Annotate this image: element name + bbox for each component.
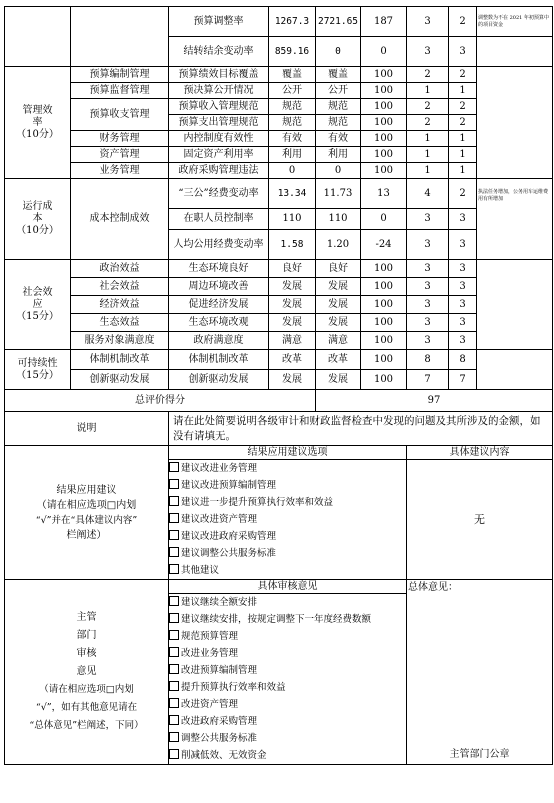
result-label: 结果应用建议 （请在相应选项□内划 “√”并在“具体建议内容” 栏阐述） bbox=[5, 446, 169, 580]
actual-cell: 0 bbox=[316, 163, 361, 179]
weight-cell: 13 bbox=[361, 179, 407, 209]
score-cell: 8 bbox=[449, 350, 477, 370]
score-cell: 3 bbox=[407, 296, 449, 314]
checkbox-icon[interactable] bbox=[169, 530, 179, 540]
group-cell: 政治效益 bbox=[71, 260, 169, 278]
blank-cell bbox=[5, 7, 71, 67]
score-cell: 2 bbox=[449, 99, 477, 115]
target-cell: 13.34 bbox=[269, 179, 316, 209]
indicator-cell: 政府满意度 bbox=[169, 332, 269, 350]
target-cell: 0 bbox=[269, 163, 316, 179]
indicator-cell: 结转结余变动率 bbox=[169, 37, 269, 67]
score-cell: 1 bbox=[449, 147, 477, 163]
score-cell: 1 bbox=[449, 163, 477, 179]
actual-cell: 规范 bbox=[316, 99, 361, 115]
weight-cell: 100 bbox=[361, 278, 407, 296]
checkbox-icon[interactable] bbox=[169, 547, 179, 557]
actual-cell: 11.73 bbox=[316, 179, 361, 209]
blank-cell bbox=[71, 7, 169, 67]
weight-cell: 187 bbox=[361, 7, 407, 37]
actual-cell: 1.20 bbox=[316, 230, 361, 260]
checkbox-icon[interactable] bbox=[169, 647, 179, 657]
result-option[interactable]: 建议改进政府采购管理 bbox=[169, 528, 406, 545]
target-cell: 公开 bbox=[269, 83, 316, 99]
weight-cell: 100 bbox=[361, 296, 407, 314]
result-options-list bbox=[169, 460, 407, 580]
score-cell: 1 bbox=[407, 147, 449, 163]
checkbox-icon[interactable] bbox=[169, 664, 179, 674]
actual-cell: 改革 bbox=[316, 350, 361, 370]
indicator-cell: 促进经济发展 bbox=[169, 296, 269, 314]
score-cell: 3 bbox=[407, 37, 449, 67]
target-cell: 规范 bbox=[269, 115, 316, 131]
result-option[interactable]: 建议改进业务管理 bbox=[169, 460, 406, 477]
score-cell: 3 bbox=[449, 260, 477, 278]
checkbox-icon[interactable] bbox=[169, 613, 179, 623]
score-cell: 2 bbox=[449, 7, 477, 37]
target-cell: 满意 bbox=[269, 332, 316, 350]
actual-cell: 发展 bbox=[316, 370, 361, 390]
checkbox-icon[interactable] bbox=[169, 496, 179, 506]
note-cell: 执法任务增加，公务用车运维费用有所增加 bbox=[477, 179, 553, 260]
target-cell: 发展 bbox=[269, 296, 316, 314]
target-cell: 规范 bbox=[269, 99, 316, 115]
actual-cell: 2721.65 bbox=[316, 7, 361, 37]
result-content: 无 bbox=[407, 460, 553, 580]
indicator-cell: 在职人员控制率 bbox=[169, 209, 269, 230]
target-cell: 859.16 bbox=[269, 37, 316, 67]
target-cell: 利用 bbox=[269, 147, 316, 163]
group-cell: 预算编制管理 bbox=[71, 67, 169, 83]
score-cell: 1 bbox=[449, 83, 477, 99]
review-options-header: 具体审核意见 bbox=[169, 580, 407, 594]
score-cell: 7 bbox=[449, 370, 477, 390]
score-cell: 1 bbox=[407, 131, 449, 147]
result-content-header: 具体建议内容 bbox=[407, 446, 553, 460]
group-cell: 创新驱动发展 bbox=[71, 370, 169, 390]
weight-cell: 100 bbox=[361, 350, 407, 370]
actual-cell: 发展 bbox=[316, 278, 361, 296]
actual-cell: 发展 bbox=[316, 296, 361, 314]
total-score: 97 bbox=[316, 390, 553, 412]
group-cell: 社会效益 bbox=[71, 278, 169, 296]
score-cell: 7 bbox=[407, 370, 449, 390]
checkbox-icon[interactable] bbox=[169, 462, 179, 472]
review-option[interactable]: 调整公共服务标准 bbox=[169, 730, 406, 747]
indicator-cell: 预算收入管理规范 bbox=[169, 99, 269, 115]
total-label: 总评价得分 bbox=[5, 390, 316, 412]
checkbox-icon[interactable] bbox=[169, 564, 179, 574]
review-option[interactable]: 建议继续安排，按规定调整下一年度经费数额 bbox=[169, 611, 406, 628]
explain-label: 说明 bbox=[5, 412, 169, 446]
indicator-cell: 内控制度有效性 bbox=[169, 131, 269, 147]
section-cost-label: 运行成本 （10分） bbox=[5, 179, 71, 260]
target-cell: 良好 bbox=[269, 260, 316, 278]
weight-cell: 0 bbox=[361, 37, 407, 67]
weight-cell: 100 bbox=[361, 314, 407, 332]
indicator-cell: 政府采购管理违法 bbox=[169, 163, 269, 179]
section-sustain-label: 可持续性 （15分） bbox=[5, 350, 71, 390]
weight-cell: 100 bbox=[361, 332, 407, 350]
score-cell: 3 bbox=[449, 314, 477, 332]
actual-cell: 覆盖 bbox=[316, 67, 361, 83]
score-cell: 4 bbox=[407, 179, 449, 209]
review-option[interactable]: 提升预算执行效率和效益 bbox=[169, 679, 406, 696]
note-cell bbox=[477, 350, 553, 390]
indicator-cell: 预算支出管理规范 bbox=[169, 115, 269, 131]
review-option[interactable]: 改进预算编制管理 bbox=[169, 662, 406, 679]
indicator-cell: 生态环境改观 bbox=[169, 314, 269, 332]
actual-cell: 良好 bbox=[316, 260, 361, 278]
checkbox-icon[interactable] bbox=[169, 715, 179, 725]
target-cell: 有效 bbox=[269, 131, 316, 147]
review-option[interactable]: 规范预算管理 bbox=[169, 628, 406, 645]
checkbox-icon[interactable] bbox=[169, 630, 179, 640]
score-cell: 2 bbox=[449, 179, 477, 209]
score-cell: 2 bbox=[407, 115, 449, 131]
target-cell: 覆盖 bbox=[269, 67, 316, 83]
checkbox-icon[interactable] bbox=[169, 749, 179, 759]
score-cell: 2 bbox=[407, 99, 449, 115]
target-cell: 发展 bbox=[269, 314, 316, 332]
weight-cell: -24 bbox=[361, 230, 407, 260]
score-cell: 3 bbox=[407, 278, 449, 296]
group-cell: 预算收支管理 bbox=[71, 99, 169, 131]
checkbox-icon[interactable] bbox=[169, 479, 179, 489]
group-cell: 服务对象满意度 bbox=[71, 332, 169, 350]
score-cell: 3 bbox=[449, 296, 477, 314]
indicator-cell: 预算调整率 bbox=[169, 7, 269, 37]
score-cell: 1 bbox=[407, 163, 449, 179]
indicator-cell: 预决算公开情况 bbox=[169, 83, 269, 99]
target-cell: 发展 bbox=[269, 370, 316, 390]
result-option[interactable]: 建议进一步提升预算执行效率和效益 bbox=[169, 494, 406, 511]
stamp-label: 主管部门公章 bbox=[449, 749, 510, 760]
explain-text: 请在此处简要说明各级审计和财政监督检查中发现的问题及其所涉及的金额，如没有请填无。 bbox=[169, 412, 553, 446]
weight-cell: 100 bbox=[361, 260, 407, 278]
score-cell: 3 bbox=[407, 314, 449, 332]
group-cell: 成本控制成效 bbox=[71, 179, 169, 260]
review-option[interactable]: 改进资产管理 bbox=[169, 696, 406, 713]
group-cell: 资产管理 bbox=[71, 147, 169, 163]
actual-cell: 0 bbox=[316, 37, 361, 67]
score-cell: 8 bbox=[407, 350, 449, 370]
score-cell: 2 bbox=[449, 115, 477, 131]
checkbox-icon[interactable] bbox=[169, 681, 179, 691]
weight-cell: 100 bbox=[361, 131, 407, 147]
score-cell: 3 bbox=[407, 332, 449, 350]
review-option[interactable]: 改进业务管理 bbox=[169, 645, 406, 662]
note-cell: 调整数为不在 2021 年初预算中的项目资金 bbox=[477, 7, 553, 37]
section-social-label: 社会效应 （15分） bbox=[5, 260, 71, 350]
group-cell: 经济效益 bbox=[71, 296, 169, 314]
target-cell: 发展 bbox=[269, 278, 316, 296]
weight-cell: 0 bbox=[361, 209, 407, 230]
review-overall[interactable]: 总体意见： 主管部门公章 bbox=[407, 580, 553, 765]
weight-cell: 100 bbox=[361, 147, 407, 163]
note-cell bbox=[477, 37, 553, 67]
score-cell: 3 bbox=[407, 209, 449, 230]
note-cell bbox=[477, 67, 553, 179]
weight-cell: 100 bbox=[361, 163, 407, 179]
score-cell: 3 bbox=[407, 7, 449, 37]
group-cell: 财务管理 bbox=[71, 131, 169, 147]
evaluation-table bbox=[4, 6, 553, 765]
indicator-cell: 预算绩效目标覆盖 bbox=[169, 67, 269, 83]
review-option[interactable]: 建议继续全额安排 bbox=[169, 594, 406, 611]
indicator-cell: 体制机制改革 bbox=[169, 350, 269, 370]
group-cell: 生态效益 bbox=[71, 314, 169, 332]
checkbox-icon[interactable] bbox=[169, 732, 179, 742]
review-options-list bbox=[169, 594, 407, 765]
result-option[interactable]: 建议改进预算编制管理 bbox=[169, 477, 406, 494]
group-cell: 业务管理 bbox=[71, 163, 169, 179]
indicator-cell: 生态环境良好 bbox=[169, 260, 269, 278]
actual-cell: 利用 bbox=[316, 147, 361, 163]
score-cell: 3 bbox=[449, 278, 477, 296]
score-cell: 3 bbox=[449, 209, 477, 230]
review-option[interactable]: 改进政府采购管理 bbox=[169, 713, 406, 730]
score-cell: 3 bbox=[449, 37, 477, 67]
group-cell: 预算监督管理 bbox=[71, 83, 169, 99]
indicator-cell: 创新驱动发展 bbox=[169, 370, 269, 390]
result-option[interactable]: 建议调整公共服务标准 bbox=[169, 545, 406, 562]
weight-cell: 100 bbox=[361, 67, 407, 83]
indicator-cell: 周边环境改善 bbox=[169, 278, 269, 296]
score-cell: 1 bbox=[449, 131, 477, 147]
note-cell bbox=[477, 260, 553, 350]
score-cell: 2 bbox=[449, 67, 477, 83]
actual-cell: 发展 bbox=[316, 314, 361, 332]
target-cell: 1.58 bbox=[269, 230, 316, 260]
actual-cell: 满意 bbox=[316, 332, 361, 350]
group-cell: 体制机制改革 bbox=[71, 350, 169, 370]
target-cell: 改革 bbox=[269, 350, 316, 370]
target-cell: 1267.3 bbox=[269, 7, 316, 37]
weight-cell: 100 bbox=[361, 115, 407, 131]
result-options-header: 结果应用建议选项 bbox=[169, 446, 407, 460]
indicator-cell: “三公”经费变动率 bbox=[169, 179, 269, 209]
score-cell: 3 bbox=[407, 260, 449, 278]
result-option[interactable]: 建议改进资产管理 bbox=[169, 511, 406, 528]
checkbox-icon[interactable] bbox=[169, 698, 179, 708]
indicator-cell: 固定资产利用率 bbox=[169, 147, 269, 163]
actual-cell: 公开 bbox=[316, 83, 361, 99]
score-cell: 1 bbox=[407, 83, 449, 99]
actual-cell: 规范 bbox=[316, 115, 361, 131]
weight-cell: 100 bbox=[361, 370, 407, 390]
target-cell: 110 bbox=[269, 209, 316, 230]
indicator-cell: 人均公用经费变动率 bbox=[169, 230, 269, 260]
weight-cell: 100 bbox=[361, 83, 407, 99]
actual-cell: 有效 bbox=[316, 131, 361, 147]
weight-cell: 100 bbox=[361, 99, 407, 115]
score-cell: 3 bbox=[407, 230, 449, 260]
score-cell: 3 bbox=[449, 332, 477, 350]
actual-cell: 110 bbox=[316, 209, 361, 230]
review-option[interactable]: 削减低效、无效资金 bbox=[169, 747, 406, 764]
review-label: 主管 部门 审核 意见 （请在相应选项□内划 “√”，如有其他意见请在 “总体意见”栏阐述，下同） bbox=[5, 580, 169, 765]
checkbox-icon[interactable] bbox=[169, 513, 179, 523]
checkbox-icon[interactable] bbox=[169, 596, 179, 606]
score-cell: 2 bbox=[407, 67, 449, 83]
result-option[interactable]: 其他建议 bbox=[169, 562, 406, 579]
section-mgmt-label: 管理效率 （10分） bbox=[5, 67, 71, 179]
score-cell: 3 bbox=[449, 230, 477, 260]
